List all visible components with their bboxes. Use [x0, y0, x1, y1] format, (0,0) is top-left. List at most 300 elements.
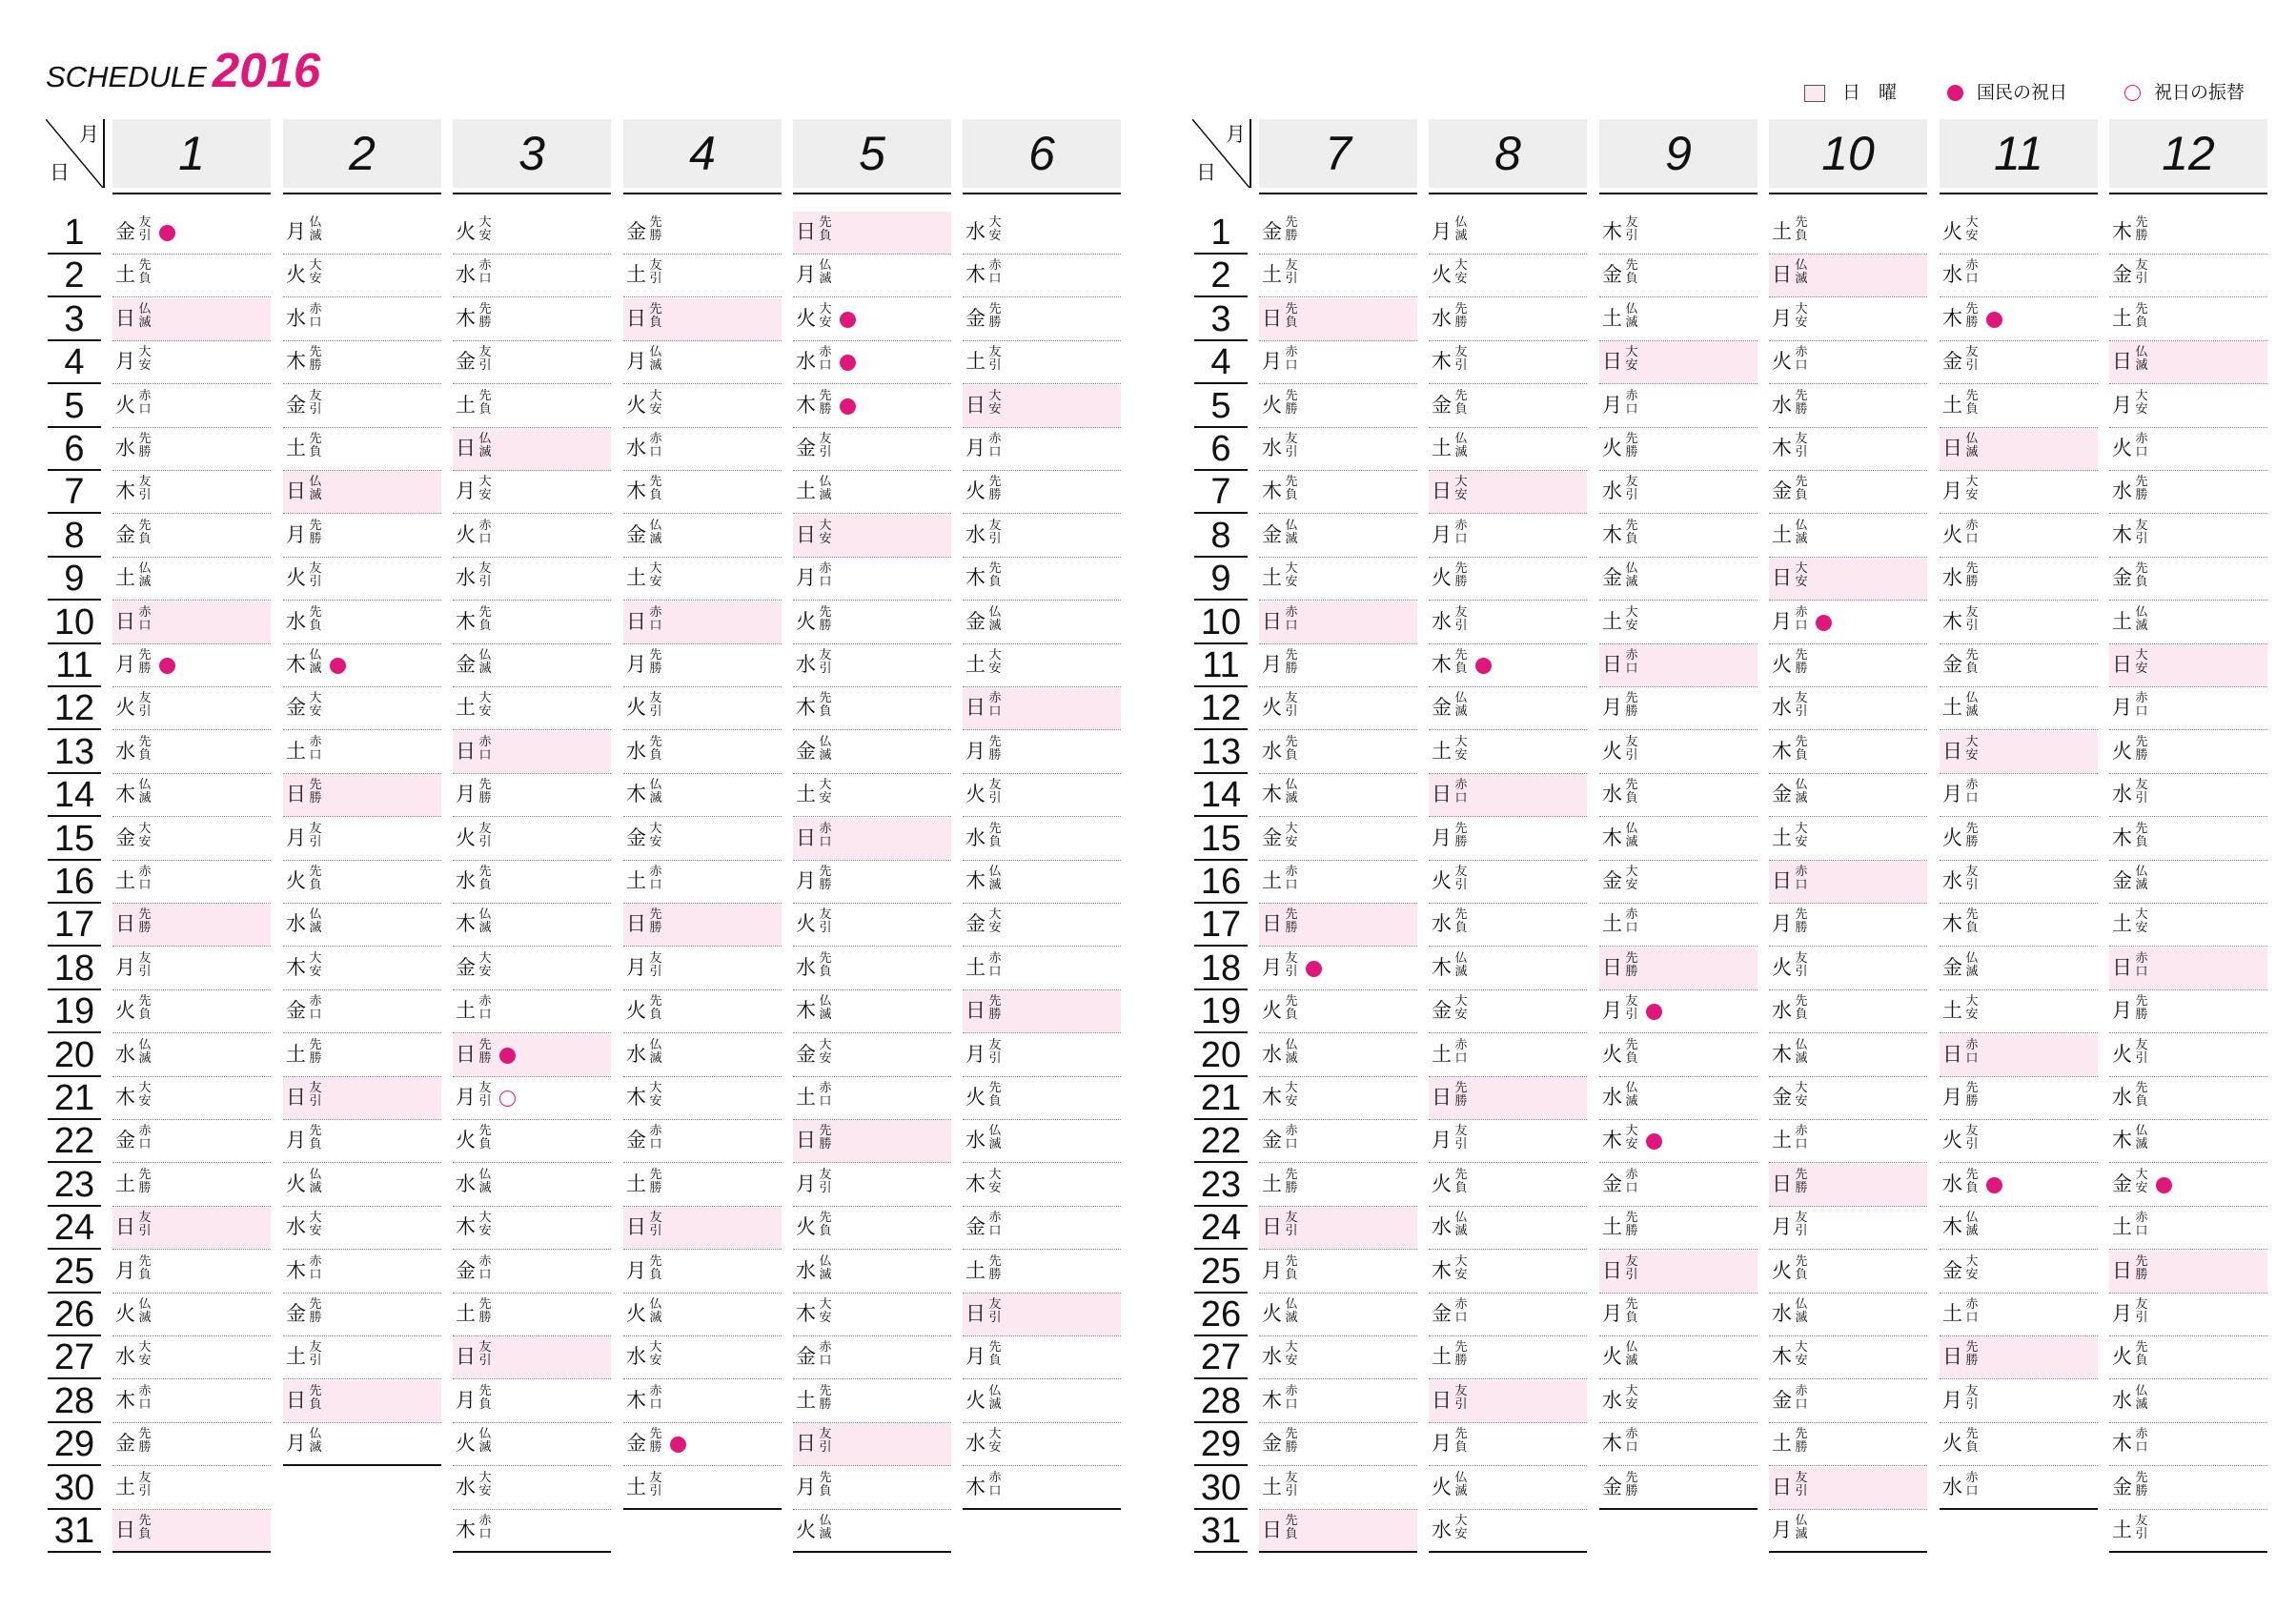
day-cell[interactable] [1599, 990, 1758, 1033]
day-cell[interactable] [1429, 471, 1587, 514]
day-cell[interactable] [623, 1423, 782, 1466]
day-cell[interactable] [2109, 990, 2267, 1033]
day-cell[interactable] [1769, 1467, 1927, 1510]
day-cell[interactable] [453, 385, 611, 428]
day-cell[interactable] [283, 1164, 441, 1207]
day-cell[interactable] [1940, 1164, 2098, 1207]
day-cell[interactable] [1769, 1120, 1927, 1163]
day-cell[interactable] [112, 1294, 271, 1336]
day-cell[interactable] [112, 731, 271, 774]
day-cell[interactable] [623, 515, 782, 558]
day-cell[interactable] [963, 774, 1121, 817]
day-cell[interactable] [1599, 341, 1758, 384]
day-cell[interactable] [1429, 515, 1587, 558]
day-cell[interactable] [623, 774, 782, 817]
day-cell[interactable] [1429, 601, 1587, 644]
day-cell[interactable] [2109, 1164, 2267, 1207]
day-cell[interactable] [1599, 515, 1758, 558]
day-cell[interactable] [1429, 255, 1587, 297]
day-cell[interactable] [1429, 1294, 1587, 1336]
day-cell[interactable] [1259, 644, 1417, 687]
day-cell[interactable] [963, 687, 1121, 730]
day-cell[interactable] [2109, 1207, 2267, 1250]
day-cell[interactable] [1599, 212, 1758, 255]
day-cell[interactable] [1940, 818, 2098, 861]
day-cell[interactable] [963, 644, 1121, 687]
day-cell[interactable] [1429, 1380, 1587, 1423]
day-cell[interactable] [793, 298, 951, 341]
day-cell[interactable] [623, 1077, 782, 1120]
day-cell[interactable] [623, 1034, 782, 1077]
day-cell[interactable] [1769, 515, 1927, 558]
day-cell[interactable] [283, 1077, 441, 1120]
day-cell[interactable] [793, 341, 951, 384]
day-cell[interactable] [1599, 1380, 1758, 1423]
day-cell[interactable] [453, 774, 611, 817]
day-cell[interactable] [112, 558, 271, 601]
day-cell[interactable] [1259, 1251, 1417, 1294]
day-cell[interactable] [112, 601, 271, 644]
day-cell[interactable] [112, 385, 271, 428]
day-cell[interactable] [2109, 1510, 2267, 1553]
day-cell[interactable] [2109, 1251, 2267, 1294]
day-cell[interactable] [1769, 471, 1927, 514]
day-cell[interactable] [1940, 341, 2098, 384]
day-cell[interactable] [453, 861, 611, 904]
day-cell[interactable] [2109, 385, 2267, 428]
day-cell[interactable] [453, 818, 611, 861]
day-cell[interactable] [1599, 1164, 1758, 1207]
day-cell[interactable] [963, 515, 1121, 558]
day-cell[interactable] [1429, 948, 1587, 990]
day-cell[interactable] [453, 212, 611, 255]
day-cell[interactable] [283, 818, 441, 861]
day-cell[interactable] [963, 428, 1121, 471]
day-cell[interactable] [623, 644, 782, 687]
day-cell[interactable] [283, 1380, 441, 1423]
day-cell[interactable] [1429, 298, 1587, 341]
day-cell[interactable] [112, 212, 271, 255]
day-cell[interactable] [1769, 644, 1927, 687]
day-cell[interactable] [1769, 385, 1927, 428]
day-cell[interactable] [283, 861, 441, 904]
day-cell[interactable] [2109, 341, 2267, 384]
day-cell[interactable] [1940, 212, 2098, 255]
day-cell[interactable] [1259, 948, 1417, 990]
day-cell[interactable] [283, 341, 441, 384]
day-cell[interactable] [1769, 1423, 1927, 1466]
day-cell[interactable] [623, 818, 782, 861]
day-cell[interactable] [1429, 731, 1587, 774]
day-cell[interactable] [453, 255, 611, 297]
day-cell[interactable] [112, 904, 271, 947]
day-cell[interactable] [1259, 1164, 1417, 1207]
day-cell[interactable] [1599, 861, 1758, 904]
day-cell[interactable] [1940, 1251, 2098, 1294]
day-cell[interactable] [793, 601, 951, 644]
day-cell[interactable] [963, 731, 1121, 774]
day-cell[interactable] [2109, 1120, 2267, 1163]
day-cell[interactable] [1429, 1510, 1587, 1553]
day-cell[interactable] [1259, 774, 1417, 817]
day-cell[interactable] [1259, 298, 1417, 341]
day-cell[interactable] [283, 1207, 441, 1250]
day-cell[interactable] [793, 558, 951, 601]
day-cell[interactable] [2109, 731, 2267, 774]
day-cell[interactable] [112, 1423, 271, 1466]
day-cell[interactable] [453, 1251, 611, 1294]
day-cell[interactable] [963, 1164, 1121, 1207]
day-cell[interactable] [963, 1294, 1121, 1336]
day-cell[interactable] [453, 471, 611, 514]
day-cell[interactable] [1940, 990, 2098, 1033]
day-cell[interactable] [1259, 687, 1417, 730]
day-cell[interactable] [1769, 1251, 1927, 1294]
day-cell[interactable] [1429, 774, 1587, 817]
day-cell[interactable] [793, 1294, 951, 1336]
day-cell[interactable] [2109, 904, 2267, 947]
day-cell[interactable] [793, 1467, 951, 1510]
day-cell[interactable] [963, 818, 1121, 861]
day-cell[interactable] [453, 515, 611, 558]
day-cell[interactable] [1599, 298, 1758, 341]
day-cell[interactable] [453, 1467, 611, 1510]
day-cell[interactable] [793, 212, 951, 255]
day-cell[interactable] [1769, 428, 1927, 471]
day-cell[interactable] [963, 861, 1121, 904]
day-cell[interactable] [1769, 1336, 1927, 1379]
day-cell[interactable] [1429, 990, 1587, 1033]
day-cell[interactable] [1259, 385, 1417, 428]
day-cell[interactable] [1599, 471, 1758, 514]
day-cell[interactable] [623, 1380, 782, 1423]
day-cell[interactable] [1769, 731, 1927, 774]
day-cell[interactable] [112, 1467, 271, 1510]
day-cell[interactable] [1429, 1207, 1587, 1250]
day-cell[interactable] [1259, 1467, 1417, 1510]
day-cell[interactable] [963, 255, 1121, 297]
day-cell[interactable] [793, 731, 951, 774]
day-cell[interactable] [1940, 1336, 2098, 1379]
day-cell[interactable] [112, 1034, 271, 1077]
day-cell[interactable] [623, 298, 782, 341]
day-cell[interactable] [793, 428, 951, 471]
day-cell[interactable] [793, 385, 951, 428]
day-cell[interactable] [453, 1077, 611, 1120]
day-cell[interactable] [963, 948, 1121, 990]
day-cell[interactable] [623, 861, 782, 904]
day-cell[interactable] [1259, 1510, 1417, 1553]
day-cell[interactable] [793, 471, 951, 514]
day-cell[interactable] [1769, 990, 1927, 1033]
day-cell[interactable] [1259, 515, 1417, 558]
day-cell[interactable] [2109, 1467, 2267, 1510]
day-cell[interactable] [963, 1380, 1121, 1423]
day-cell[interactable] [2109, 1380, 2267, 1423]
day-cell[interactable] [1940, 1423, 2098, 1466]
day-cell[interactable] [793, 774, 951, 817]
day-cell[interactable] [283, 687, 441, 730]
day-cell[interactable] [1429, 428, 1587, 471]
day-cell[interactable] [1769, 948, 1927, 990]
day-cell[interactable] [1599, 644, 1758, 687]
day-cell[interactable] [283, 948, 441, 990]
day-cell[interactable] [2109, 1423, 2267, 1466]
day-cell[interactable] [1429, 1467, 1587, 1510]
day-cell[interactable] [112, 948, 271, 990]
day-cell[interactable] [1769, 1077, 1927, 1120]
day-cell[interactable] [1259, 1207, 1417, 1250]
day-cell[interactable] [1429, 1077, 1587, 1120]
day-cell[interactable] [1259, 1380, 1417, 1423]
day-cell[interactable] [283, 731, 441, 774]
day-cell[interactable] [1940, 298, 2098, 341]
day-cell[interactable] [963, 990, 1121, 1033]
day-cell[interactable] [1769, 1380, 1927, 1423]
day-cell[interactable] [283, 1294, 441, 1336]
day-cell[interactable] [2109, 644, 2267, 687]
day-cell[interactable] [2109, 861, 2267, 904]
day-cell[interactable] [112, 861, 271, 904]
day-cell[interactable] [1259, 990, 1417, 1033]
day-cell[interactable] [963, 212, 1121, 255]
day-cell[interactable] [283, 428, 441, 471]
day-cell[interactable] [1259, 1294, 1417, 1336]
day-cell[interactable] [1940, 1294, 2098, 1336]
day-cell[interactable] [112, 428, 271, 471]
day-cell[interactable] [453, 558, 611, 601]
day-cell[interactable] [283, 990, 441, 1033]
day-cell[interactable] [1429, 904, 1587, 947]
day-cell[interactable] [1429, 1423, 1587, 1466]
day-cell[interactable] [1599, 428, 1758, 471]
day-cell[interactable] [1429, 341, 1587, 384]
day-cell[interactable] [1940, 385, 2098, 428]
day-cell[interactable] [283, 212, 441, 255]
day-cell[interactable] [623, 212, 782, 255]
day-cell[interactable] [1259, 341, 1417, 384]
day-cell[interactable] [1940, 687, 2098, 730]
day-cell[interactable] [112, 1077, 271, 1120]
day-cell[interactable] [453, 1120, 611, 1163]
day-cell[interactable] [1259, 861, 1417, 904]
day-cell[interactable] [453, 1423, 611, 1466]
day-cell[interactable] [623, 1467, 782, 1510]
day-cell[interactable] [623, 948, 782, 990]
day-cell[interactable] [453, 687, 611, 730]
day-cell[interactable] [623, 731, 782, 774]
day-cell[interactable] [453, 1510, 611, 1553]
day-cell[interactable] [793, 1251, 951, 1294]
day-cell[interactable] [1599, 558, 1758, 601]
day-cell[interactable] [112, 1120, 271, 1163]
day-cell[interactable] [283, 644, 441, 687]
day-cell[interactable] [1940, 601, 2098, 644]
day-cell[interactable] [1769, 774, 1927, 817]
day-cell[interactable] [1599, 687, 1758, 730]
day-cell[interactable] [963, 385, 1121, 428]
day-cell[interactable] [1599, 1077, 1758, 1120]
day-cell[interactable] [1429, 1120, 1587, 1163]
day-cell[interactable] [453, 1034, 611, 1077]
day-cell[interactable] [2109, 1336, 2267, 1379]
day-cell[interactable] [283, 558, 441, 601]
day-cell[interactable] [453, 1164, 611, 1207]
day-cell[interactable] [963, 1467, 1121, 1510]
day-cell[interactable] [1599, 385, 1758, 428]
day-cell[interactable] [1940, 644, 2098, 687]
day-cell[interactable] [1259, 601, 1417, 644]
day-cell[interactable] [283, 1120, 441, 1163]
day-cell[interactable] [2109, 428, 2267, 471]
day-cell[interactable] [1769, 904, 1927, 947]
day-cell[interactable] [793, 1120, 951, 1163]
day-cell[interactable] [453, 1336, 611, 1379]
day-cell[interactable] [963, 1034, 1121, 1077]
day-cell[interactable] [1429, 644, 1587, 687]
day-cell[interactable] [793, 1077, 951, 1120]
day-cell[interactable] [1940, 1077, 2098, 1120]
day-cell[interactable] [623, 601, 782, 644]
day-cell[interactable] [1940, 558, 2098, 601]
day-cell[interactable] [1940, 731, 2098, 774]
day-cell[interactable] [112, 515, 271, 558]
day-cell[interactable] [1940, 471, 2098, 514]
day-cell[interactable] [1599, 255, 1758, 297]
day-cell[interactable] [1599, 1251, 1758, 1294]
day-cell[interactable] [1259, 558, 1417, 601]
day-cell[interactable] [2109, 212, 2267, 255]
day-cell[interactable] [1429, 1336, 1587, 1379]
day-cell[interactable] [1259, 731, 1417, 774]
day-cell[interactable] [793, 904, 951, 947]
day-cell[interactable] [1940, 774, 2098, 817]
day-cell[interactable] [1769, 212, 1927, 255]
day-cell[interactable] [1429, 385, 1587, 428]
day-cell[interactable] [623, 687, 782, 730]
day-cell[interactable] [453, 904, 611, 947]
day-cell[interactable] [1259, 255, 1417, 297]
day-cell[interactable] [1769, 558, 1927, 601]
day-cell[interactable] [112, 644, 271, 687]
day-cell[interactable] [1769, 818, 1927, 861]
day-cell[interactable] [1769, 1034, 1927, 1077]
day-cell[interactable] [1940, 428, 2098, 471]
day-cell[interactable] [2109, 948, 2267, 990]
day-cell[interactable] [1259, 904, 1417, 947]
day-cell[interactable] [453, 948, 611, 990]
day-cell[interactable] [793, 687, 951, 730]
day-cell[interactable] [963, 1120, 1121, 1163]
day-cell[interactable] [2109, 687, 2267, 730]
day-cell[interactable] [2109, 1077, 2267, 1120]
day-cell[interactable] [1940, 1034, 2098, 1077]
day-cell[interactable] [2109, 255, 2267, 297]
day-cell[interactable] [283, 601, 441, 644]
day-cell[interactable] [623, 428, 782, 471]
day-cell[interactable] [453, 644, 611, 687]
day-cell[interactable] [1599, 1336, 1758, 1379]
day-cell[interactable] [112, 1251, 271, 1294]
day-cell[interactable] [1940, 861, 2098, 904]
day-cell[interactable] [963, 471, 1121, 514]
day-cell[interactable] [1769, 861, 1927, 904]
day-cell[interactable] [112, 298, 271, 341]
day-cell[interactable] [112, 1207, 271, 1250]
day-cell[interactable] [283, 471, 441, 514]
day-cell[interactable] [793, 818, 951, 861]
day-cell[interactable] [112, 341, 271, 384]
day-cell[interactable] [283, 298, 441, 341]
day-cell[interactable] [1599, 1467, 1758, 1510]
day-cell[interactable] [1769, 601, 1927, 644]
day-cell[interactable] [793, 515, 951, 558]
day-cell[interactable] [1599, 1034, 1758, 1077]
day-cell[interactable] [112, 990, 271, 1033]
day-cell[interactable] [623, 1336, 782, 1379]
day-cell[interactable] [623, 1207, 782, 1250]
day-cell[interactable] [963, 558, 1121, 601]
day-cell[interactable] [2109, 601, 2267, 644]
day-cell[interactable] [2109, 558, 2267, 601]
day-cell[interactable] [1429, 1034, 1587, 1077]
day-cell[interactable] [283, 904, 441, 947]
day-cell[interactable] [1429, 212, 1587, 255]
day-cell[interactable] [283, 515, 441, 558]
day-cell[interactable] [283, 1251, 441, 1294]
day-cell[interactable] [623, 1164, 782, 1207]
day-cell[interactable] [1940, 1207, 2098, 1250]
day-cell[interactable] [1599, 948, 1758, 990]
day-cell[interactable] [623, 1120, 782, 1163]
day-cell[interactable] [2109, 774, 2267, 817]
day-cell[interactable] [963, 341, 1121, 384]
day-cell[interactable] [1259, 1336, 1417, 1379]
day-cell[interactable] [112, 818, 271, 861]
day-cell[interactable] [793, 948, 951, 990]
day-cell[interactable] [112, 1336, 271, 1379]
day-cell[interactable] [793, 255, 951, 297]
day-cell[interactable] [1940, 255, 2098, 297]
day-cell[interactable] [1259, 212, 1417, 255]
day-cell[interactable] [112, 687, 271, 730]
day-cell[interactable] [283, 385, 441, 428]
day-cell[interactable] [453, 428, 611, 471]
day-cell[interactable] [453, 1380, 611, 1423]
day-cell[interactable] [1769, 687, 1927, 730]
day-cell[interactable] [793, 990, 951, 1033]
day-cell[interactable] [1599, 818, 1758, 861]
day-cell[interactable] [623, 385, 782, 428]
day-cell[interactable] [1940, 515, 2098, 558]
day-cell[interactable] [1259, 1077, 1417, 1120]
day-cell[interactable] [1769, 1164, 1927, 1207]
day-cell[interactable] [112, 1510, 271, 1553]
day-cell[interactable] [1599, 1120, 1758, 1163]
day-cell[interactable] [2109, 298, 2267, 341]
day-cell[interactable] [2109, 515, 2267, 558]
day-cell[interactable] [2109, 1034, 2267, 1077]
day-cell[interactable] [453, 341, 611, 384]
day-cell[interactable] [793, 1380, 951, 1423]
day-cell[interactable] [793, 1336, 951, 1379]
day-cell[interactable] [1429, 1164, 1587, 1207]
day-cell[interactable] [1940, 904, 2098, 947]
day-cell[interactable] [1940, 948, 2098, 990]
day-cell[interactable] [2109, 818, 2267, 861]
day-cell[interactable] [1769, 298, 1927, 341]
day-cell[interactable] [283, 1423, 441, 1466]
